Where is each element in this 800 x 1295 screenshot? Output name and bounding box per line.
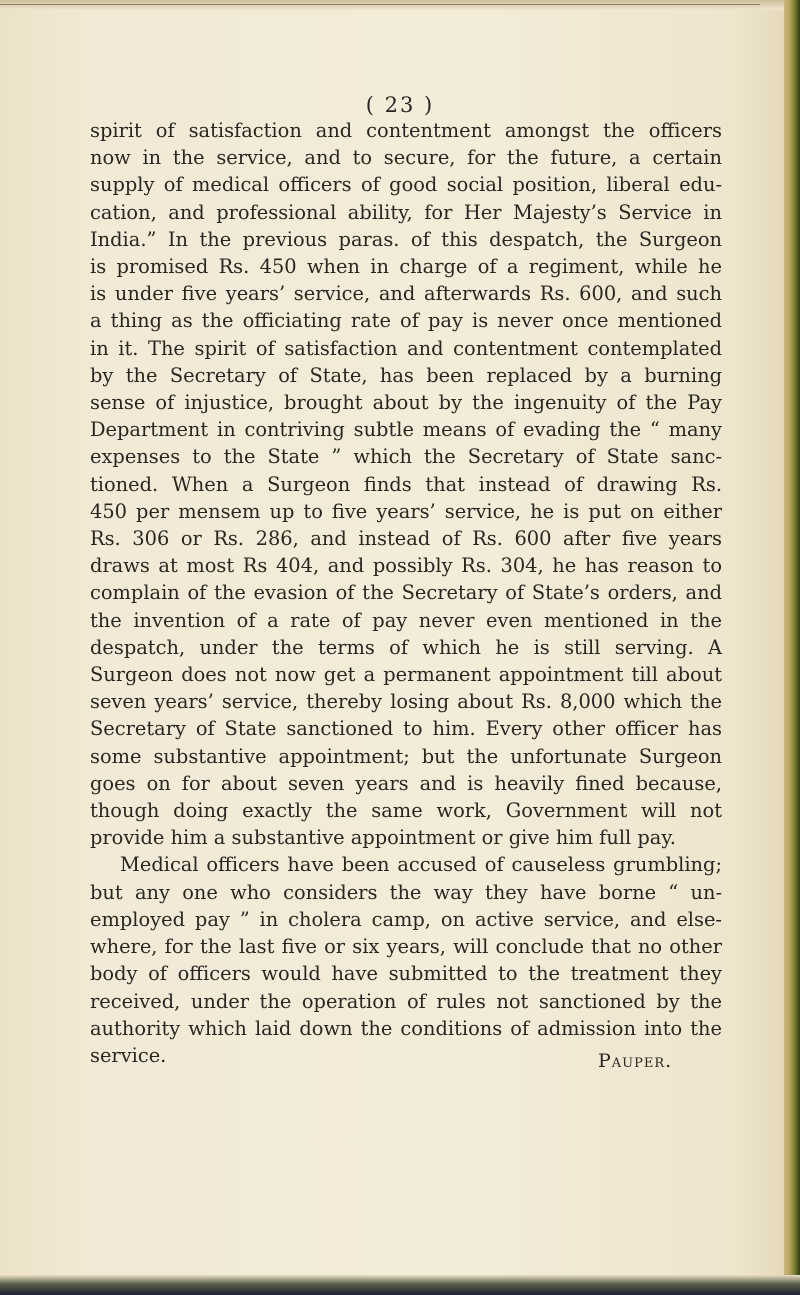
page-bottom-edge (0, 1275, 800, 1295)
text-line: sense of injustice, brought about by the ingenuity of the Pay (90, 391, 722, 415)
text-line: employed pay ” in cholera camp, on active service, and else- (90, 907, 722, 931)
page-number: ( 23 ) (365, 93, 435, 117)
text-line: provide him a substantive appointment or give him full pay. (90, 826, 676, 850)
text-line: Rs. 306 or Rs. 286, and instead of Rs. 600 after five years (90, 527, 722, 551)
text-line: now in the service, and to secure, for the future, a certain (90, 146, 722, 170)
text-line: the invention of a rate of pay never even mentioned in the (90, 608, 722, 632)
text-line: service. (90, 1043, 167, 1067)
text-line: body of officers would have submitted to the treatment they (90, 962, 722, 986)
text-line: though doing exactly the same work, Government will not (90, 799, 722, 823)
text-line: expenses to the State ” which the Secretary of State sanc- (90, 445, 722, 469)
signature: Pauper. (598, 1050, 673, 1072)
text-line: supply of medical officers of good social position, liberal edu- (90, 173, 722, 197)
body-text (90, 117, 722, 1069)
text-line: a thing as the officiating rate of pay is never once mentioned (90, 309, 722, 333)
text-line: Secretary of State sanctioned to him. Every other officer has (90, 717, 722, 741)
text-line: Department in contriving subtle means of evading the “ many (90, 418, 722, 442)
text-line: received, under the operation of rules not sanctioned by the (90, 989, 722, 1013)
top-edge-shadow (0, 0, 800, 10)
text-line: is promised Rs. 450 when in charge of a regiment, while he (90, 255, 722, 279)
text-line: spirit of satisfaction and contentment amongst the officers (90, 119, 722, 142)
text-line: authority which laid down the conditions of admission into the (90, 1016, 722, 1040)
text-line: Medical officers have been accused of causeless grumbling; (120, 853, 722, 877)
top-rule-line (0, 4, 760, 5)
text-line: complain of the evasion of the Secretary of State’s orders, and (90, 581, 722, 605)
text-line: 450 per mensem up to five years’ service, he is put on either (90, 499, 722, 523)
text-line: some substantive appointment; but the unfortunate Surgeon (90, 744, 722, 768)
text-line: despatch, under the terms of which he is still serving. A (90, 635, 722, 659)
text-line: is under five years’ service, and afterwards Rs. 600, and such (90, 282, 722, 306)
book-binding-edge (784, 0, 800, 1295)
text-line: in it. The spirit of satisfaction and contentment contemplated (90, 336, 722, 360)
text-line: by the Secretary of State, has been replaced by a burning (90, 363, 722, 387)
text-line: Surgeon does not now get a permanent appointment till about (90, 663, 722, 687)
text-line: but any one who considers the way they have borne “ un- (90, 880, 722, 904)
text-line: seven years’ service, thereby losing about Rs. 8,000 which the (90, 690, 722, 714)
text-line: cation, and professional ability, for Her Majesty’s Service in (90, 200, 722, 224)
text-line: goes on for about seven years and is heavily fined because, (90, 771, 722, 795)
text-line: India.” In the previous paras. of this despatch, the Surgeon (90, 227, 722, 251)
text-line: draws at most Rs 404, and possibly Rs. 304, he has reason to (90, 554, 722, 578)
text-line: where, for the last five or six years, will conclude that no other (90, 935, 722, 959)
text-line: tioned. When a Surgeon finds that instead of drawing Rs. (90, 472, 722, 496)
